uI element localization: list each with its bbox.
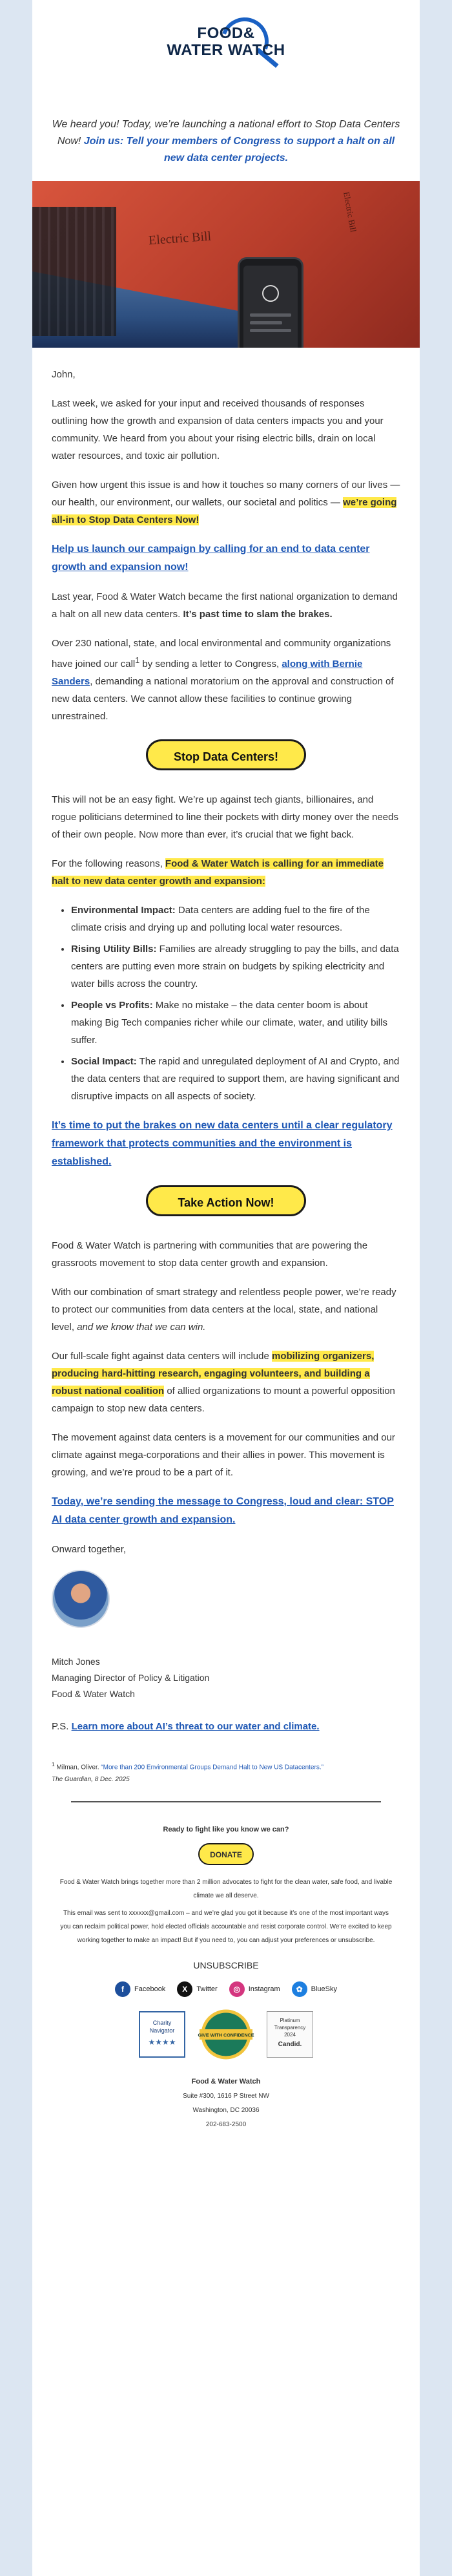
cta-link-launch-campaign[interactable]: Help us launch our campaign by calling for an end to data center growth and expansion now! [52, 544, 370, 573]
hero-bill-text: Electric Bill [148, 229, 212, 248]
list-item: • Environmental Impact: Data centers are adding fuel to the fire of the climate crisis and drying up and polluting local water resources. [71, 902, 400, 936]
give-with-confidence-badge[interactable] [197, 2009, 255, 2060]
closing: Onward together, [52, 1544, 127, 1555]
list-item: • People vs Profits: Make no mistake – the data center boom is about making Big Tech companies richer while our climate, water, and utility bills suffer. [71, 997, 400, 1049]
give-with-confidence-label: GIVE WITH CONFIDENCE [198, 2032, 254, 2038]
footer-phone: 202-683-2500 [205, 2121, 247, 2129]
cta-link-2-wrap [52, 1117, 400, 1171]
cta-link-3-wrap [52, 1493, 400, 1529]
reasons-list [52, 902, 400, 1105]
star-rating-icon: ★★★★ [148, 2038, 176, 2047]
paragraph-1: Last week, we asked for your input and received thousands of responses outlining how the growth and expansion of data centers impacts you and your community. We heard from you about your rising electric bills, drain on local water resources, and toxic air pollution. [52, 398, 384, 461]
bernie-sanders-link[interactable]: along with Bernie Sanders [52, 659, 363, 687]
footer [32, 1823, 420, 2132]
paragraph-3: Last year, Food & Water Watch became the first national organization to demand a halt on all new data centers. It’s past time to slam the brakes. [52, 591, 398, 620]
paragraph-7: Food & Water Watch is partnering with communities that are powering the grassroots movement to stop data center growth and expansion. [52, 1240, 368, 1269]
cta-link-stop-ai[interactable]: Today, we’re sending the message to Congress, loud and clear: STOP AI data center growth and expansion. [52, 1496, 394, 1525]
paragraph-5: This will not be an easy fight. We’re up against tech giants, billionaires, and rogue politicians determined to line their pockets with dirty money over the needs of their own people. Now more than ever, it’s crucial that we fight back. [52, 794, 398, 840]
take-action-button[interactable]: Take Action Now! [146, 1185, 306, 1216]
divider [71, 1801, 381, 1802]
letter-body [32, 348, 420, 1735]
signature-name: Mitch Jones [52, 1656, 100, 1667]
charity-navigator-badge[interactable]: Charity Navigator ★★★★ [139, 2011, 185, 2058]
intro-link[interactable]: Join us: Tell your members of Congress to support a halt on all new data center projects. [83, 136, 395, 164]
hero-server-racks [32, 207, 116, 336]
paragraph-4: Over 230 national, state, and local environmental and community organizations have joined our call$^1$ by sending a letter to Congress, along with Bernie Sanders, demanding a national moratorium on the approval and construction of new data centers. We cannot allow these facilities to continue growing unrestrained. [52, 638, 394, 722]
cta-link-brakes[interactable]: It’s time to put the brakes on new data centers until a clear regulatory framework that protects communities and the environment is established. [52, 1120, 393, 1167]
list-item: • Social Impact: The rapid and unregulated deployment of AI and Crypto, and the data centers that are required to support them, are having significant and disruptive impacts on all aspects of society. [71, 1053, 400, 1105]
brand-logo[interactable] [32, 0, 420, 97]
footer-about: Food & Water Watch brings together more than 2 million advocates to fight for the clean water, safe food, and livable climate we all deserve. [59, 1879, 393, 1900]
highlight-mobilizing: mobilizing organizers, producing hard-hitting research, engaging volunteers, and building a robust national coalition [52, 1351, 375, 1397]
avatar [52, 1570, 110, 1628]
bluesky-icon: ✿ [292, 1981, 307, 1997]
footer-ready-text: Ready to fight like you know we can? [163, 1826, 289, 1834]
signature-title: Managing Director of Policy & Litigation [52, 1673, 210, 1683]
paragraph-8: With our combination of smart strategy and relentless people power, we’re ready to protect our communities from data centers at the local, state, and national level, and we know that we can win. [52, 1287, 396, 1333]
ps-learn-more-link[interactable]: Learn more about AI’s threat to our water and climate. [71, 1721, 320, 1732]
footnote: $^1$ Milman, Oliver. “More than 200 Environmental Groups Demand Halt to New US Datacenters.” The Guardian, 8 Dec. 2025 [52, 1761, 324, 1784]
footnote-ref[interactable]: 1 [135, 656, 140, 665]
paragraph-9: Our full-scale fight against data centers will include mobilizing organizers, producing hard-hitting research, engaging volunteers, and building a robust national coalition of allied organizations to mount a powerful opposition campaign to stop new data centers. [52, 1351, 395, 1414]
footer-sent-note: This email was sent to xxxxxx@gmail.com – and we’re glad you got it because it’s one of the most important ways you can reclaim political power, hold elected officials accountable and resist corporate control. We’re excited to keep working together to make an impact! But if you need to, you can adjust your preferences or unsubscribe. [60, 1910, 392, 1945]
paragraph-2: Given how urgent this issue is and how it touches so many corners of our lives — our health, our environment, our wallets, our societal and politics — we’re going all-in to Stop Data Centers Now! [52, 480, 400, 525]
instagram-icon: ◎ [229, 1981, 245, 1997]
logo-line-2: WATER WATCH [167, 41, 285, 59]
highlight-all-in: we’re going all-in to Stop Data Centers Now! [52, 497, 397, 525]
social-instagram[interactable]: ◎ Instagram [229, 1981, 280, 1997]
footer-address: Food & Water Watch Suite #300, 1616 P Street NW Washington, DC 20036 202-683-2500 [58, 2075, 394, 2132]
we-can-win-text: and we know that we can win. [77, 1322, 206, 1333]
stop-data-centers-button[interactable]: Stop Data Centers! [146, 739, 306, 770]
greeting: John, [52, 369, 76, 380]
unsubscribe-link[interactable]: UNSUBSCRIBE [193, 1960, 259, 1971]
hero-image[interactable] [32, 181, 420, 348]
logo-line-1: FOOD& [197, 25, 255, 42]
trust-badges [58, 2009, 394, 2060]
paragraph-10: The movement against data centers is a movement for our communities and our climate against mega-corporations and their allies in power. This movement is growing, and we’re proud to be a part of it. [52, 1432, 395, 1478]
cta-link-1-wrap [52, 540, 400, 576]
postscript: P.S. Learn more about AI’s threat to our water and climate. [52, 1721, 320, 1732]
candid-badge[interactable]: Platinum Transparency 2024 Candid. [267, 2011, 313, 2058]
slam-brakes-text: It’s past time to slam the brakes. [183, 609, 333, 620]
facebook-icon: f [115, 1981, 130, 1997]
social-twitter[interactable]: X Twitter [177, 1981, 217, 1997]
x-twitter-icon: X [177, 1981, 192, 1997]
footnote-article-link[interactable]: “More than 200 Environmental Groups Demand Halt to New US Datacenters.” [101, 1764, 324, 1771]
intro-text: We heard you! Today, we’re launching a national effort to Stop Data Centers Now! [52, 119, 400, 147]
email-container [32, 0, 420, 2576]
hero-bill-text-2: Electric Bill [342, 191, 358, 233]
list-item: • Rising Utility Bills: Families are already struggling to pay the bills, and data centers are putting even more strain on budgets by spiking electricity and water bills across the country. [71, 940, 400, 993]
signature-org: Food & Water Watch [52, 1689, 135, 1699]
footnote-source: The Guardian [52, 1776, 92, 1784]
social-links [58, 1981, 394, 1997]
donate-button[interactable]: DONATE [198, 1843, 254, 1865]
paragraph-6: For the following reasons, Food & Water Watch is calling for an immediate halt to new data center growth and expansion: [52, 858, 384, 887]
highlight-calling-for-halt: Food & Water Watch is calling for an immediate halt to new data center growth and expansion: [52, 858, 384, 887]
ai-logo-icon [262, 285, 279, 302]
social-bluesky[interactable]: ✿ BlueSky [292, 1981, 337, 1997]
intro-block [32, 97, 420, 167]
signature [52, 1654, 400, 1702]
social-facebook[interactable]: f Facebook [115, 1981, 165, 1997]
hero-phone-icon [238, 257, 303, 348]
